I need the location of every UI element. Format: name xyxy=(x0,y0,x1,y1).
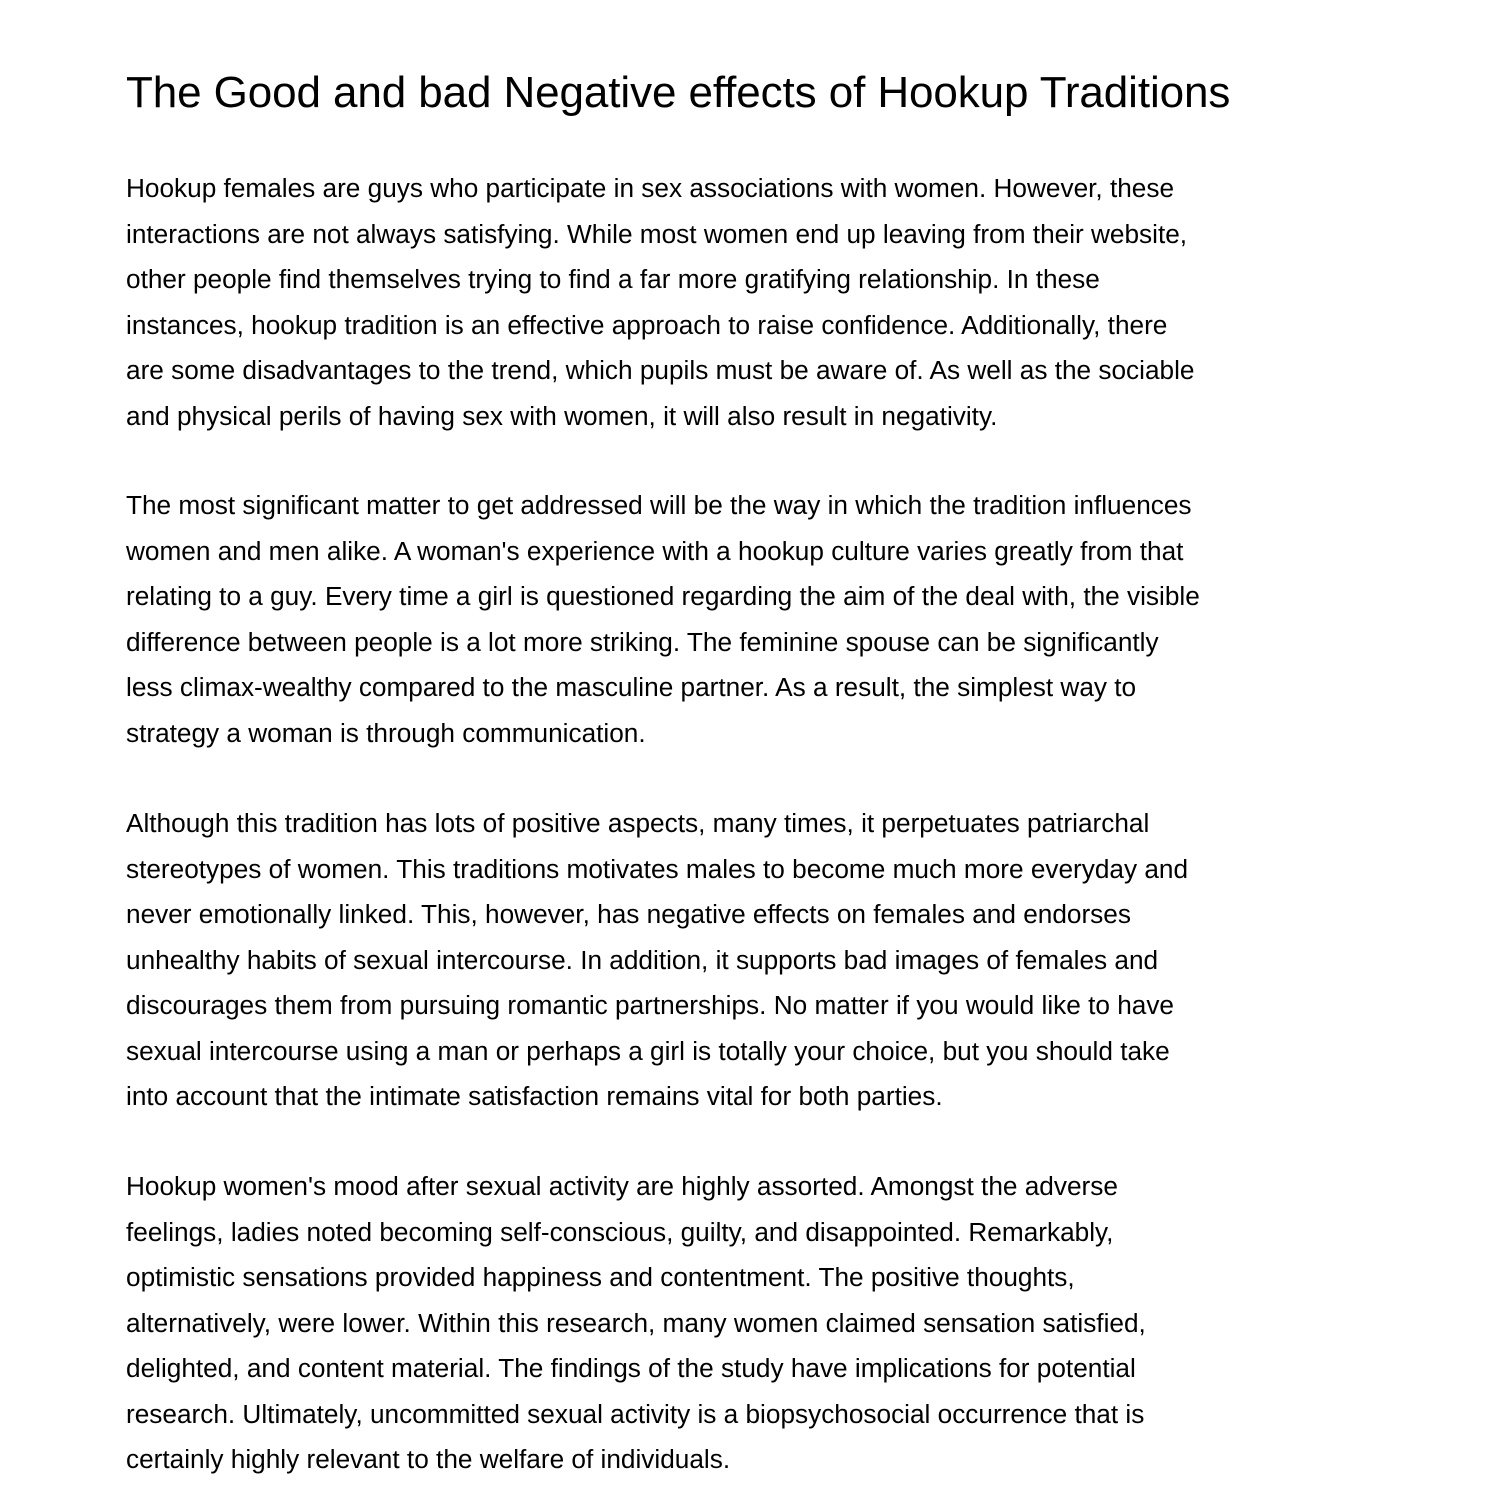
paragraph-line: into account that the intimate satisfaction remains vital for both parties. xyxy=(126,1081,943,1111)
paragraph-line: The most significant matter to get addressed will be the way in which the tradition influences xyxy=(126,490,1192,520)
paragraph-line: instances, hookup tradition is an effective approach to raise confidence. Additionally, there xyxy=(126,309,1168,340)
paragraph-line: strategy a woman is through communication. xyxy=(126,717,646,748)
paragraph-line: unhealthy habits of sexual intercourse. In addition, it supports bad images of females and xyxy=(126,944,1159,975)
paragraph-line: less climax-wealthy compared to the masculine partner. As a result, the simplest way to xyxy=(126,672,1137,702)
paragraph-line: delighted, and content material. The findings of the study have implications for potential xyxy=(126,1353,1136,1383)
body-paragraph-2 xyxy=(126,483,1200,756)
paragraph-line: research. Ultimately, uncommitted sexual activity is a biopsychosocial occurrence that is xyxy=(126,1398,1145,1429)
paragraph-line: interactions are not always satisfying. While most women end up leaving from their website, xyxy=(126,218,1188,249)
paragraph-line: never emotionally linked. This, however, has negative effects on females and endorses xyxy=(126,899,1131,929)
paragraph-line: optimistic sensations provided happiness and contentment. The positive thoughts, xyxy=(126,1262,1075,1292)
paragraph-line: Hookup women's mood after sexual activity are highly assorted. Amongst the adverse xyxy=(126,1171,1118,1201)
paragraph-line: sexual intercourse using a man or perhaps a girl is totally your choice, but you should take xyxy=(126,1035,1170,1066)
paragraph-line: difference between people is a lot more striking. The feminine spouse can be significantly xyxy=(126,626,1159,657)
paragraph-line: and physical perils of having sex with women, it will also result in negativity. xyxy=(126,400,998,431)
paragraph-line: relating to a guy. Every time a girl is questioned regarding the aim of the deal with, the visible xyxy=(126,581,1200,611)
paragraph-line: certainly highly relevant to the welfare of individuals. xyxy=(126,1444,731,1474)
paragraph-line: discourages them from pursuing romantic partnerships. No matter if you would like to have xyxy=(126,990,1174,1020)
paragraph-line: are some disadvantages to the trend, which pupils must be aware of. As well as the sociable xyxy=(126,355,1195,385)
body-paragraph-3 xyxy=(126,801,1188,1120)
paragraph-line: Hookup females are guys who participate in sex associations with women. However, these xyxy=(126,173,1175,203)
paragraph-line: other people find themselves trying to find a far more gratifying relationship. In these xyxy=(126,264,1100,294)
paragraph-line: feelings, ladies noted becoming self-conscious, guilty, and disappointed. Remarkably, xyxy=(126,1216,1114,1247)
body-paragraph-4 xyxy=(126,1164,1146,1483)
paragraph-line: women and men alike. A woman's experience with a hookup culture varies greatly from that xyxy=(126,535,1184,566)
paragraph-line: stereotypes of women. This traditions motivates males to become much more everyday and xyxy=(126,853,1189,884)
paragraph-line: Although this tradition has lots of positive aspects, many times, it perpetuates patriarchal xyxy=(126,808,1150,838)
body-paragraph-1 xyxy=(126,166,1194,439)
paragraph-line: alternatively, were lower. Within this research, many women claimed sensation satisfied, xyxy=(126,1307,1146,1338)
document-title: The Good and bad Negative effects of Hookup Traditions xyxy=(126,68,1231,117)
